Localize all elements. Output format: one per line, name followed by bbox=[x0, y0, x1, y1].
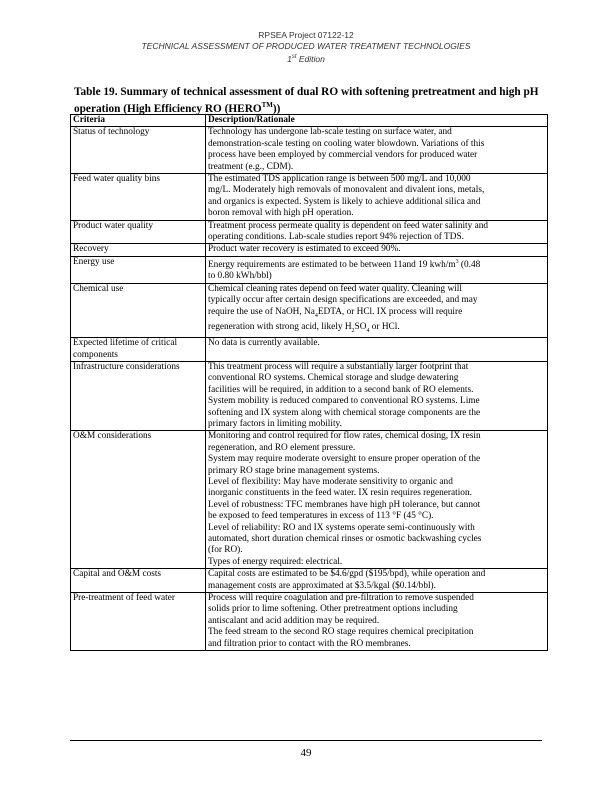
edition: 1st Edition bbox=[287, 53, 325, 64]
description-line: facilities will be required, in addition to a second bank of RO elements. bbox=[208, 384, 474, 395]
description-line: primary RO stage brine management systems. bbox=[208, 465, 380, 476]
table-header-row bbox=[71, 115, 548, 127]
criteria-cell: O&M considerations bbox=[71, 431, 206, 569]
description-line: The estimated TDS application range is between 500 mg/L and 10,000 bbox=[208, 174, 471, 185]
description-line: require the use of NaOH, $Na_4EDTA$, or HCl. IX process will require bbox=[208, 306, 463, 319]
table-row bbox=[71, 220, 548, 244]
criteria-cell: Status of technology bbox=[71, 127, 206, 174]
description-line: System mobility is reduced compared to conventional RO systems. Lime bbox=[208, 396, 480, 407]
description-line: The feed stream to the second RO stage requires chemical precipitation bbox=[208, 627, 474, 638]
column-header-criteria: Criteria bbox=[71, 115, 206, 127]
description-cell bbox=[206, 127, 548, 174]
criteria-cell: Feed water quality bins bbox=[71, 174, 206, 221]
description-cell bbox=[206, 593, 548, 651]
description-line: No data is currently available. bbox=[208, 338, 320, 349]
description-line: operating conditions. Lab-scale studies report 94% rejection of TDS. bbox=[208, 232, 464, 243]
description-line: treatment (e.g., CDM). bbox=[208, 161, 294, 172]
project-id: RPSEA Project 07122-12 bbox=[258, 30, 354, 40]
description-line: softening and IX system along with chemical storage components are the bbox=[208, 407, 481, 418]
page-number: 49 bbox=[300, 747, 312, 759]
description-cell bbox=[206, 338, 548, 362]
description-line: mg/L. Moderately high removals of monovalent and divalent ions, metals, bbox=[208, 185, 485, 196]
description-line: This treatment process will require a substantially larger footprint that bbox=[208, 361, 469, 372]
description-line: (for RO). bbox=[208, 545, 243, 556]
description-line: inorganic constituents in the feed water. IX resin requires regeneration. bbox=[208, 488, 472, 499]
table-row bbox=[71, 361, 548, 430]
table-row bbox=[71, 283, 548, 337]
description-line: primary factors in limiting mobility. bbox=[208, 418, 342, 429]
criteria-cell: Energy use bbox=[71, 256, 206, 283]
table-caption: Table 19. Summary of technical assessment of dual RO with softening pretreatment and high pH operation (High Efficiency RO (HERO™)) bbox=[74, 86, 539, 115]
description-line: antiscalant and acid addition may be required. bbox=[208, 615, 380, 626]
criteria-cell: Capital and O&M costs bbox=[71, 569, 206, 593]
description-cell bbox=[206, 431, 548, 569]
table-row bbox=[71, 569, 548, 593]
page-header bbox=[0, 30, 612, 65]
description-line: Level of robustness: TFC membranes have high pH tolerance, but cannot bbox=[208, 499, 481, 510]
description-line: conventional RO systems. Chemical storage and sludge dewatering bbox=[208, 373, 459, 384]
criteria-cell: Expected lifetime of critical components bbox=[71, 338, 206, 362]
description-line: System may require moderate oversight to ensure proper operation of the bbox=[208, 454, 481, 465]
description-line: Level of reliability: RO and IX systems operate semi-continuously with bbox=[208, 522, 475, 533]
description-line: regeneration, and RO element pressure. bbox=[208, 442, 356, 453]
description-cell bbox=[206, 256, 548, 283]
description-line: typically occur after certain design specifications are exceeded, and may bbox=[208, 295, 478, 306]
description-line: Product water recovery is estimated to exceed 90%. bbox=[208, 244, 401, 255]
description-line: regeneration with strong acid, likely $H_2SO_4$ or HCl. bbox=[208, 321, 400, 334]
criteria-cell: Infrastructure considerations bbox=[71, 361, 206, 430]
description-line: and filtration prior to contact with the RO membranes. bbox=[208, 638, 411, 649]
criteria-cell: Product water quality bbox=[71, 220, 206, 244]
table-row bbox=[71, 256, 548, 283]
description-line: Capital costs are estimated to be $4.6/gpd ($195/bpd), while operation and bbox=[208, 569, 486, 580]
table-row bbox=[71, 338, 548, 362]
description-line: Level of flexibility: May have moderate sensitivity to organic and bbox=[208, 477, 453, 487]
description-line: Treatment process permeate quality is dependent on feed water salinity and bbox=[208, 220, 489, 231]
description-cell bbox=[206, 569, 548, 593]
description-line: and organics is expected. System is likely to achieve additional silica and bbox=[208, 196, 481, 207]
description-cell bbox=[206, 283, 548, 337]
description-line: Energy requirements are estimated to be between 11and 19 kwh/$m^3$ (0.48 bbox=[208, 258, 481, 270]
description-line: demonstration-scale testing on cooling water blowdown. Variations of this bbox=[208, 138, 485, 149]
description-cell bbox=[206, 244, 548, 256]
criteria-cell: Recovery bbox=[71, 244, 206, 256]
description-line: Process will require coagulation and pre-filtration to remove suspended bbox=[208, 593, 474, 604]
table-row bbox=[71, 174, 548, 221]
table-row bbox=[71, 593, 548, 651]
description-line: solids prior to lime softening. Other pretreatment options including bbox=[208, 604, 458, 615]
description-line: be exposed to feed temperatures in excess of 113 °F (45 °C). bbox=[208, 511, 434, 522]
description-line: to 0.80 kWh/bbl) bbox=[208, 271, 272, 282]
report-title: TECHNICAL ASSESSMENT OF PRODUCED WATER TREATMENT TECHNOLOGIES bbox=[141, 41, 471, 51]
table-row bbox=[71, 431, 548, 569]
description-line: management costs are approximated at $3.5/kgal ($0.14/bbl). bbox=[208, 580, 436, 591]
description-line: Types of energy required: electrical. bbox=[208, 556, 343, 567]
description-line: boron removal with high pH operation. bbox=[208, 208, 354, 219]
column-header-description: Description/Rationale bbox=[206, 115, 548, 127]
table-row bbox=[71, 244, 548, 256]
description-line: automated, short duration chemical rinses or osmotic backwashing cycles bbox=[208, 534, 482, 545]
description-line: process have been employed by commercial vendors for produced water bbox=[208, 150, 478, 161]
criteria-cell: Pre-treatment of feed water bbox=[71, 593, 206, 651]
description-line: Technology has undergone lab-scale testing on surface water, and bbox=[208, 127, 452, 138]
table-row bbox=[71, 127, 548, 174]
description-cell bbox=[206, 361, 548, 430]
description-line: Monitoring and control required for flow rates, chemical dosing, IX resin bbox=[208, 431, 481, 442]
assessment-table bbox=[70, 114, 548, 651]
description-line: Chemical cleaning rates depend on feed water quality. Cleaning will bbox=[208, 283, 462, 294]
description-cell bbox=[206, 174, 548, 221]
description-cell bbox=[206, 220, 548, 244]
footer-divider bbox=[70, 740, 542, 741]
criteria-cell: Chemical use bbox=[71, 283, 206, 337]
